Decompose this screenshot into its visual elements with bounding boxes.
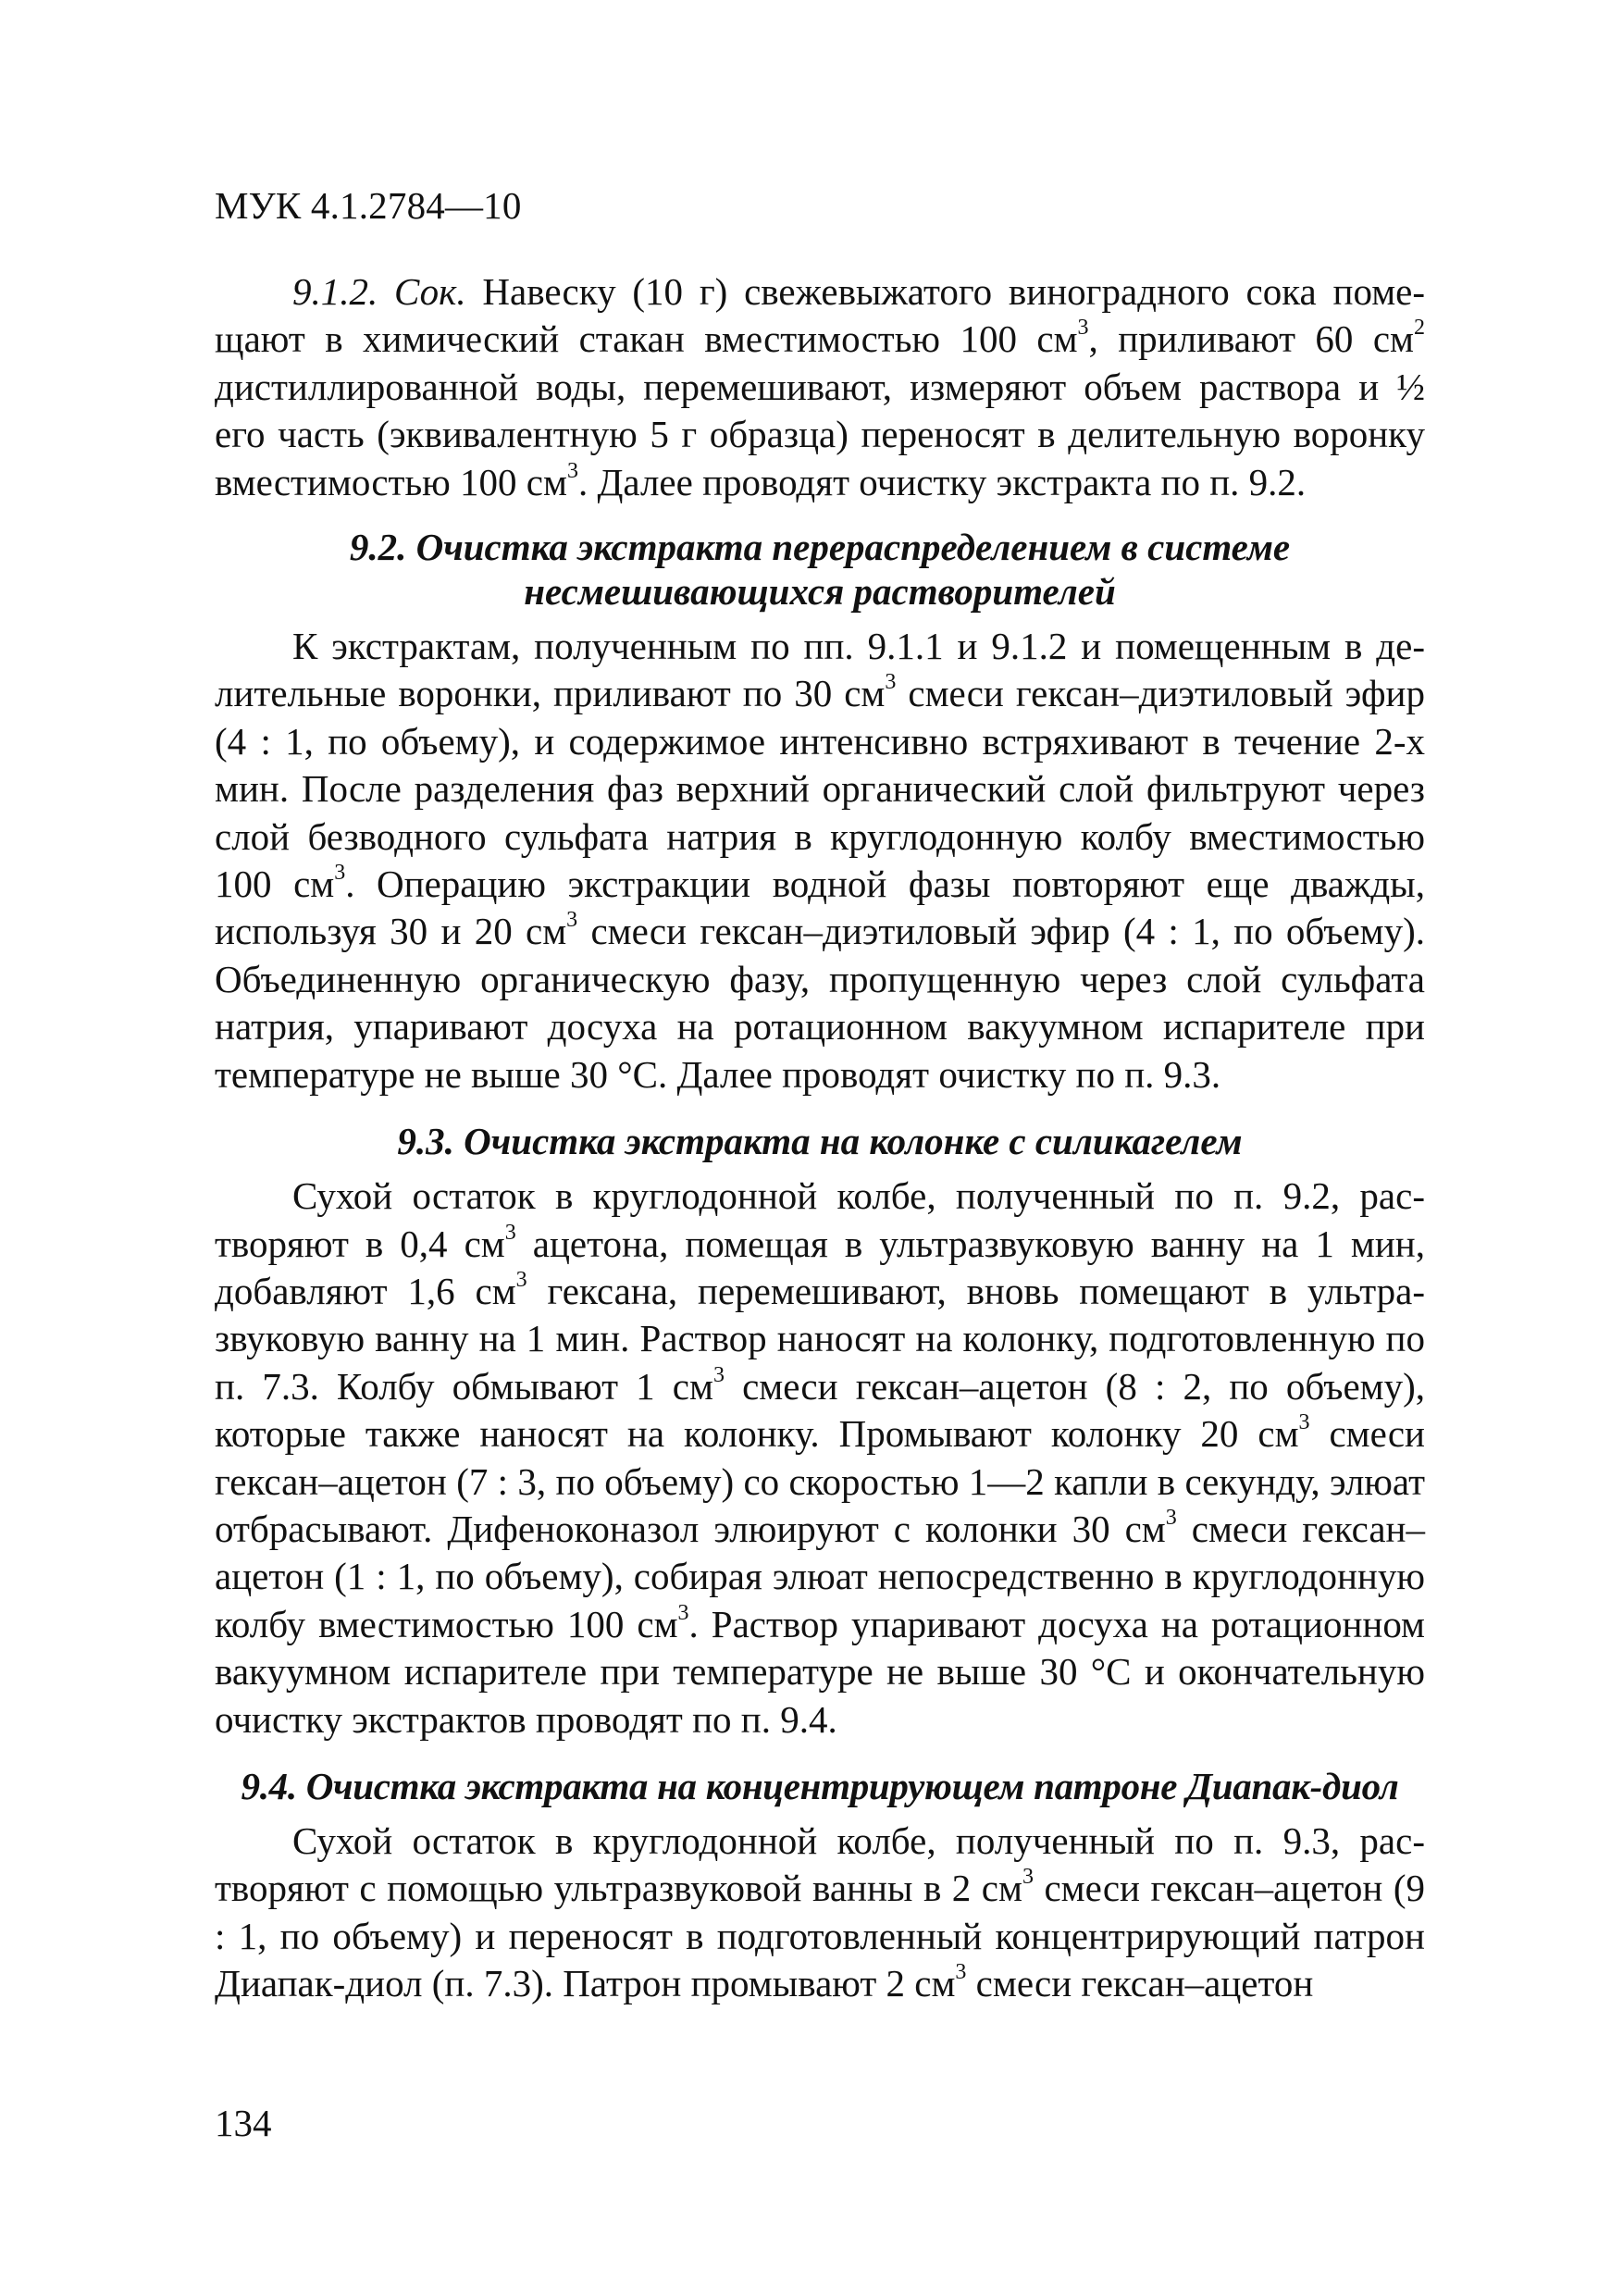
text-run: смеси гексан–ацетон (9 : 1, по объему) и переносят в подготовленный концентрирующий патрон Диапак-диол (п. 7.3). Патрон промывают 2 см xyxy=(215,1867,1425,2005)
running-header: МУК 4.1.2784—10 xyxy=(215,184,522,227)
paragraph-9-3 xyxy=(215,1173,1425,1744)
text-run: К экстрактам, полученным по пп. 9.1.1 и 9.1.2 и помещенным в делительные воронки, приливают по 30 см xyxy=(215,625,1425,715)
superscript: 3 xyxy=(515,1267,527,1292)
text-run: ацетона, помещая в ультразвуковую ванну на 1 мин, добавляют 1,6 см xyxy=(215,1222,1425,1312)
superscript: 3 xyxy=(955,1960,967,1985)
heading-9-4: 9.4. Очистка экстракта на концентрирующем патроне Диапак-диол xyxy=(241,1764,1399,1807)
text-run: смеси гексан–ацетон (1 : 1, по объему), собирая элюат непосредственно в круглодонную колбу вместимостью 100 см xyxy=(215,1507,1425,1645)
text-run: . Операцию экстракции водной фазы повторяют еще дважды, используя 30 и 20 см xyxy=(215,863,1425,953)
superscript: 3 xyxy=(677,1600,689,1625)
text-run: смеси гексан–ацетон (8 : 2, по объему), которые также наносят на колонку. Промывают колонку 20 см xyxy=(215,1364,1425,1456)
text-run: . Раствор упаривают досуха на ротационном вакуумном испарителе при температуре не выше 30 °С и окончательную очистку экстрактов проводят по п. 9.4. xyxy=(215,1602,1425,1741)
heading-9-2-line2: несмешивающихся растворителей xyxy=(524,570,1116,614)
text-run: смеси гексан–ацетон (7 : 3, по объему) со скоростью 1—2 капли в секунду, элюат отбрасывают. Дифеноконазол элюируют с колонки 30 см xyxy=(215,1412,1425,1550)
text-run: . Далее проводят очистку экстракта по п. 9.2. xyxy=(577,460,1307,503)
superscript: 3 xyxy=(885,670,897,695)
text-run: смеси гексан–диэтиловый эфир (4 : 1, по объему). Объединенную органическую фазу, пропущенную через слой сульфата натрия, упаривают досуха на ротационном вакуумном испарителе при температуре не выше 30 °С. Далее проводят очистку по п. 9.3. xyxy=(215,910,1425,1096)
document-body xyxy=(215,268,1425,2008)
superscript: 3 xyxy=(504,1220,516,1245)
heading-9-2 xyxy=(215,525,1425,614)
text-run: , приливают 60 см xyxy=(1088,317,1415,361)
paragraph-9-1-2 xyxy=(215,268,1425,506)
heading-9-2-line1: 9.2. Очистка экстракта перераспределением в системе xyxy=(349,526,1291,569)
text-run: смеси гексан–диэтиловый эфир (4 : 1, по объему), и содержимое интенсивно встряхивают в течение 2-х мин. После разделения фаз верхний органический слой фильтруют через слой безводного сульфата натрия в круглодонную колбу вместимостью 100 см xyxy=(215,672,1426,906)
text-run: дистиллированной воды, перемешивают, измеряют объем раствора и ½ его часть (эквивалентную 5 г образца) переносят в делительную воронку вместимостью 100 см xyxy=(215,365,1425,503)
text-run: Сухой остаток в круглодонной колбе, полученный по п. 9.2, растворяют в 0,4 см xyxy=(215,1174,1425,1265)
text-run: Навеску (10 г) свежевыжатого виноградного сока помещают в химический стакан вместимостью 100 см xyxy=(215,270,1425,361)
superscript: 3 xyxy=(1022,1865,1034,1890)
heading-9-3: 9.3. Очистка экстракта на колонке с силикагелем xyxy=(397,1120,1243,1163)
superscript: 3 xyxy=(334,861,346,886)
superscript: 3 xyxy=(566,908,578,933)
superscript: 2 xyxy=(1414,316,1426,341)
paragraph-9-2 xyxy=(215,623,1425,1098)
section-label-9-1-2: 9.1.2. Сок. xyxy=(292,270,466,313)
superscript: 3 xyxy=(1298,1410,1310,1435)
text-run: смеси гексан–ацетон xyxy=(966,1962,1314,2005)
paragraph-9-4 xyxy=(215,1818,1425,2008)
page-number: 134 xyxy=(215,2102,272,2144)
superscript: 3 xyxy=(1165,1505,1177,1530)
superscript: 3 xyxy=(1077,316,1089,341)
text-run: гексана, перемешивают, вновь помещают в ультразвуковую ванну на 1 мин. Раствор наносят на колонку, подготовленную по п. 7.3. Колбу обмывают 1 см xyxy=(215,1269,1425,1408)
superscript: 3 xyxy=(566,458,578,483)
text-run: Сухой остаток в круглодонной колбе, полученный по п. 9.3, растворяют с помощью ультразвуковой ванны в 2 см xyxy=(215,1818,1425,1910)
superscript: 3 xyxy=(712,1362,725,1387)
